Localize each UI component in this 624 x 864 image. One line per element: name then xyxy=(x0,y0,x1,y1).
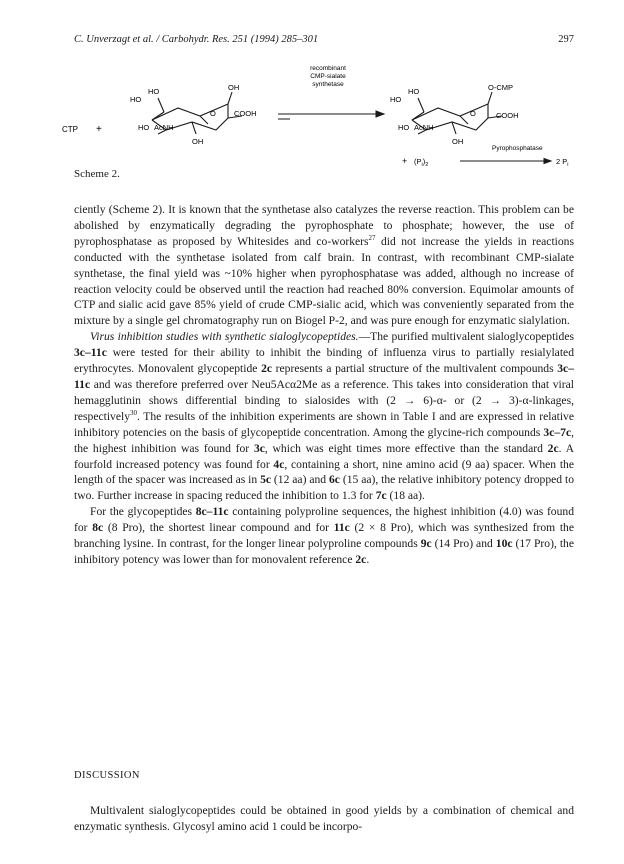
pyrophosphatase-label: Pyrophosphatase xyxy=(492,145,543,152)
right-ho-acnh: HO xyxy=(398,123,410,132)
pyrophosphatase-arrow xyxy=(460,159,551,164)
plus-sign-1: + xyxy=(96,124,102,135)
phosphate-product: 2 $P_i$ xyxy=(556,157,569,168)
paragraph-3: For the glycopeptides 8c–11c containing polyproline sequences, the highest inhibition (4.0) was found for 8c (8 Pro), the shortest linear compound and for 11c (2 × 8 Pro), which was synthesized from the branching lysine. In contrast, for the longer linear polyproline compounds 9c (14 Pro) and 10c (17 Pro), the inhibitory potency was lower than for monovalent reference 2c. xyxy=(74,505,575,566)
paragraph-1: ciently (Scheme 2). It is known that the synthetase also catalyzes the reverse reaction. This problem can be abolished by enzymatically degrading the pyrophosphate to phosphate; however, the use of pyrophosphatase as proposed by Whitesides and co-workers$^{27}$ did not increase the yields in reactions conducted with the synthetase isolated from calf brain. In contrast, with recombinant CMP-sialate synthetase, the final yield was ~10% higher when pyrophosphatase was added, although no increase of reaction velocity could be observed until the reaction had reached 80% conversion. Equimolar amounts of CTP and sialic acid gave 85% yield of crude CMP-sialic acid, which was conveniently separated from the mixture by a single gel chromatography run on Biogel P-2, and was pure enough for enzymatic sialylation. xyxy=(74,203,574,328)
left-ring-o: O xyxy=(210,109,216,118)
discussion-paragraph-1: Multivalent sialoglycopeptides could be obtained in good yields by a combination of chemical and enzymatic synthesis. Glycosyl amino acid 1 could be incorpo- xyxy=(74,804,574,833)
pyrophosphate-label: $(P_i)_2$ xyxy=(414,157,429,168)
left-ho-2: HO xyxy=(148,87,160,96)
paragraph-2: Virus inhibition studies with synthetic sialoglycopeptides.—The purified multivalent sialoglycopeptides 3c–11c were tested for their ability to inhibit the binding of influenza virus to partially resialylated erythrocytes. Monovalent glycopeptide 2c represents a partial structure of the multivalent compounds 3c–11c and was therefore preferred over Neu5Acα2Me as a reference. This takes into consideration that viral hemagglutinin shows differential binding to sialosides with (2 → 6)-α- or (2 → 3)-α-linkages, respectively$^{30}$. The results of the inhibition experiments are shown in Table I and are expressed in relative inhibitory potencies on the basis of glycopeptide concentration. Among the glycine-rich compounds 3c–7c, the highest inhibition was found for 3c, which was eight times more effective than the standard 2c. A fourfold increased potency was found for 4c, containing a short, nine amino acid (9 aa) spacer. When the length of the spacer was increased as in 5c (12 aa) and 6c (15 aa), the relative inhibitory potency dropped to two. Further increase in spacing reduced the inhibition to 1.3 for 7c (18 aa). xyxy=(74,330,575,503)
left-acnh: AcNH xyxy=(154,123,174,132)
plus-sign-2: + xyxy=(402,156,408,166)
left-ho-1: HO xyxy=(130,95,142,104)
section-run-in-heading: Virus inhibition studies with synthetic sialoglycopeptides. xyxy=(90,330,359,344)
right-ho-2: HO xyxy=(408,87,420,96)
left-oh-2: OH xyxy=(192,137,204,146)
left-ho-acnh: HO xyxy=(138,123,150,132)
reaction-arrow xyxy=(278,111,384,119)
right-acnh: AcNH xyxy=(414,123,434,132)
right-ho-1: HO xyxy=(390,95,402,104)
enzyme-label-line1: recombinant xyxy=(310,65,346,72)
journal-citation: C. Unverzagt et al. / Carbohydr. Res. 251 (1994) 285–301 xyxy=(74,34,319,45)
scheme-caption: Scheme 2. xyxy=(74,168,120,180)
discussion-heading: DISCUSSION xyxy=(74,770,140,781)
page-number: 297 xyxy=(558,34,574,45)
right-cooh: COOH xyxy=(496,111,519,120)
main-text xyxy=(74,202,574,568)
running-header xyxy=(74,34,574,50)
reference-30: 30 xyxy=(130,408,138,417)
left-oh-1: OH xyxy=(228,83,240,92)
reference-27: 27 xyxy=(368,233,376,242)
reaction-scheme xyxy=(60,58,580,170)
left-cooh: COOH xyxy=(234,109,257,118)
scheme-drawing xyxy=(60,58,580,170)
enzyme-label-line2: CMP-sialate xyxy=(310,73,346,80)
right-o-cmp: O-CMP xyxy=(488,83,513,92)
enzyme-label-line3: synthetase xyxy=(312,81,344,88)
right-ring-o: O xyxy=(470,109,476,118)
ctp-label: CTP xyxy=(62,125,78,134)
discussion-text xyxy=(74,803,574,835)
right-oh-2: OH xyxy=(452,137,464,146)
